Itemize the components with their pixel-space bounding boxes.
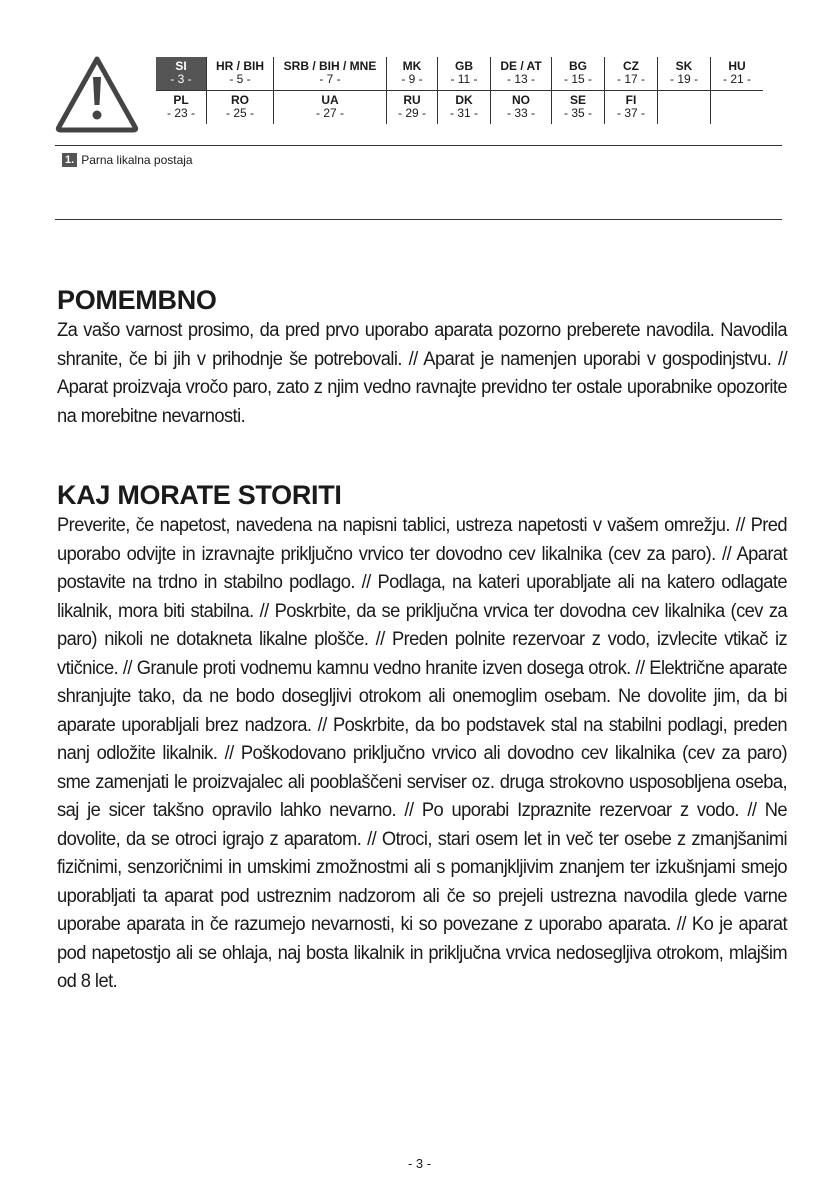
section-title: POMEMBNO	[57, 285, 217, 315]
language-cell-se[interactable]: SE - 35 -	[552, 91, 605, 125]
page-number: - 3 -	[407, 1156, 432, 1171]
divider	[55, 145, 782, 146]
language-index-table	[156, 57, 763, 124]
language-cell-hu[interactable]: HU - 21 -	[711, 57, 764, 91]
language-cell-cz[interactable]: CZ - 17 -	[605, 57, 658, 91]
language-cell-sk[interactable]: SK - 19 -	[658, 57, 711, 91]
legend-text: Parna likalna postaja	[81, 153, 193, 167]
section-important	[57, 284, 787, 430]
legend-number: 1.	[62, 153, 77, 167]
part-legend	[62, 153, 193, 167]
warning-triangle-icon	[55, 55, 139, 133]
language-cell-empty	[711, 91, 764, 125]
language-cell-bg[interactable]: BG - 15 -	[552, 57, 605, 91]
divider	[55, 219, 782, 220]
language-cell-hr[interactable]: HR / BIH - 5 -	[207, 57, 274, 91]
language-cell-ro[interactable]: RO - 25 -	[207, 91, 274, 125]
language-cell-mk[interactable]: MK - 9 -	[387, 57, 438, 91]
language-cell-fi[interactable]: FI - 37 -	[605, 91, 658, 125]
section-body: Za vašo varnost prosimo, da pred prvo uporabo aparata pozorno preberete navodila. Navodila shranite, če bi jih v prihodnje še potrebovali. // Aparat je namenjen uporabi v gospodinjstvu. // Aparat proizvaja vročo paro, zato z njim vedno ravnajte previdno ter ostale uporabnike opozorite na morebitne nevarnosti.	[57, 319, 788, 427]
language-cell-si[interactable]: SI - 3 -	[156, 57, 207, 91]
language-cell-pl[interactable]: PL - 23 -	[166, 93, 195, 120]
language-cell-ru[interactable]: RU - 29 -	[387, 91, 438, 125]
language-row-2	[156, 91, 763, 125]
language-cell-no[interactable]: NO - 33 -	[491, 91, 552, 125]
language-cell-empty	[658, 91, 711, 125]
language-cell-srb[interactable]: SRB / BIH / MNE - 7 -	[274, 57, 387, 91]
language-cell-dk[interactable]: DK - 31 -	[438, 91, 491, 125]
section-title: KAJ MORATE STORITI	[57, 480, 342, 510]
language-cell-de[interactable]: DE / AT - 13 -	[491, 57, 552, 91]
language-cell-gb[interactable]: GB - 11 -	[438, 57, 491, 91]
section-body: Preverite, če napetost, navedena na napisni tablici, ustreza napetosti v vašem omrežju. // Pred uporabo odvijte in izravnajte priključno vrvico ter dovodno cev likalnika (cev za paro). // Aparat postavite na trdno in stabilno podlago. // Podlaga, na kateri uporabljate ali na katero odlagate likalnik, mora biti stabilna. // Poskrbite, da se priključna vrvica ter dovodna cev likalnika (cev za paro) nikoli ne dotakneta likalne plošče. // Preden polnite rezervoar z vodo, izvlecite vtikač iz vtičnice. // Granule proti vodnemu kamnu vedno hranite izven dosega otrok. // Električne aparate shranjujte tako, da ne bodo dosegljivi otrokom ali onemoglim osebam. Ne dovolite jim, da bi aparate uporabljali brez nadzora. // Poskrbite, da bo podstavek stal na stabilni podlagi, preden nanj odložite likalnik. // Poškodovano priključno vrvico ali dovodno cev likalnika (cev za paro) sme zamenjati le proizvajalec ali pooblaščeni serviser oz. druga strokovno usposobljena oseba, saj je sicer takšno opravilo lahko nevarno. // Po uporabi Izpraznite rezervoar z vodo. // Ne dovolite, da se otroci igrajo z aparatom. // Otroci, stari osem let in več ter osebe z zmanjšanimi fizičnimi, senzoričnimi in umskimi zmožnostmi ali s pomanjkljivim znanjem ter izkušnjami smejo uporabljati ta aparat pod ustreznim nadzorom ali če so prejeli ustrezna navodila glede varne uporabe aparata in če razumejo nevarnosti, ki so povezane z uporabo aparata. // Ko je aparat pod napetostjo ali se ohlaja, naj bosta likalnik in priključna vrvica nedosegljiva otrokom, mlajšim od 8 let.	[57, 514, 788, 992]
section-what-to-do	[57, 479, 787, 996]
language-row-1	[156, 57, 763, 91]
language-cell-ua[interactable]: UA - 27 -	[274, 91, 387, 125]
